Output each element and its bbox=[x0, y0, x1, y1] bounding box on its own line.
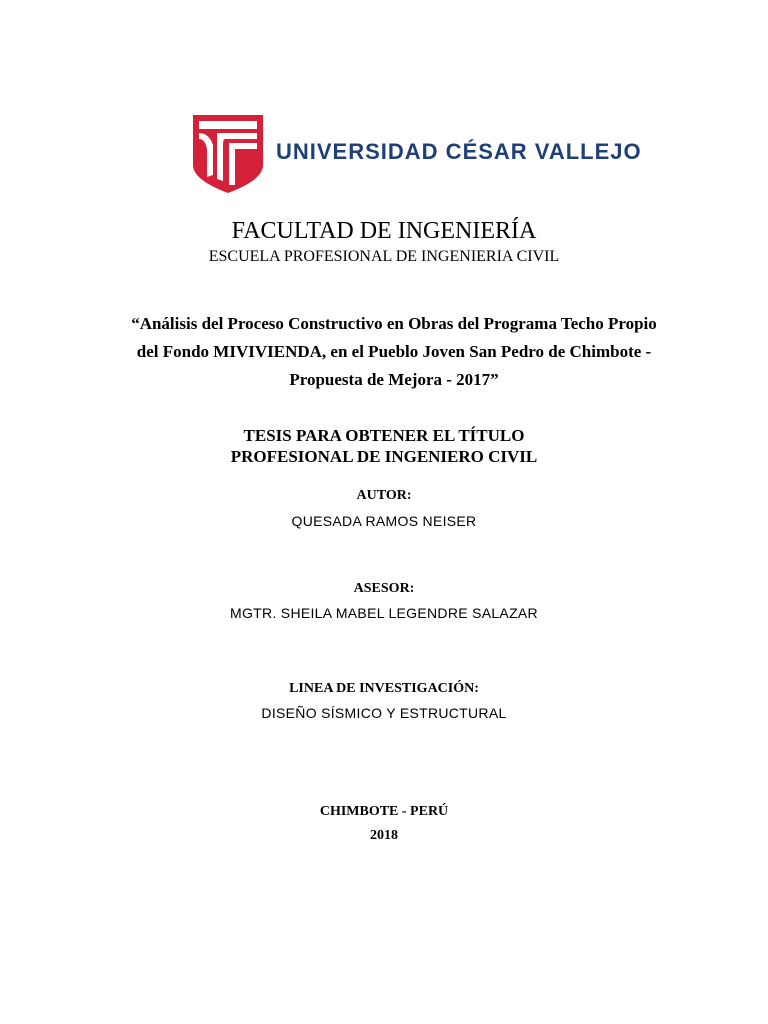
research-line-label: LINEA DE INVESTIGACIÓN: bbox=[289, 681, 479, 696]
thesis-title-line: “Análisis del Proceso Constructivo en Obras del Programa Techo Propio bbox=[131, 314, 657, 333]
degree-statement bbox=[0, 425, 768, 467]
faculty-name: FACULTAD DE INGENIERÍA bbox=[231, 218, 537, 244]
place: CHIMBOTE - PERÚ bbox=[319, 804, 449, 819]
research-line-value: DISEÑO SÍSMICO Y ESTRUCTURAL bbox=[261, 705, 507, 721]
author-name: QUESADA RAMOS NEISER bbox=[291, 513, 477, 529]
advisor-label: ASESOR: bbox=[353, 581, 415, 596]
school-name: ESCUELA PROFESIONAL DE INGENIERIA CIVIL bbox=[208, 248, 560, 265]
university-name: UNIVERSIDAD CÉSAR VALLEJO bbox=[276, 139, 642, 164]
degree-line: TESIS PARA OBTENER EL TÍTULO bbox=[243, 426, 525, 445]
university-shield-icon bbox=[193, 115, 265, 195]
thesis-title-line: del Fondo MIVIVIENDA, en el Pueblo Joven San Pedro de Chimbote - bbox=[136, 342, 652, 361]
year: 2018 bbox=[370, 828, 398, 843]
author-label: AUTOR: bbox=[356, 488, 412, 503]
university-logo bbox=[193, 115, 642, 195]
thesis-title bbox=[128, 310, 660, 394]
degree-line: PROFESIONAL DE INGENIERO CIVIL bbox=[230, 447, 538, 466]
advisor-name: MGTR. SHEILA MABEL LEGENDRE SALAZAR bbox=[230, 605, 538, 621]
thesis-title-line: Propuesta de Mejora - 2017” bbox=[289, 370, 499, 389]
